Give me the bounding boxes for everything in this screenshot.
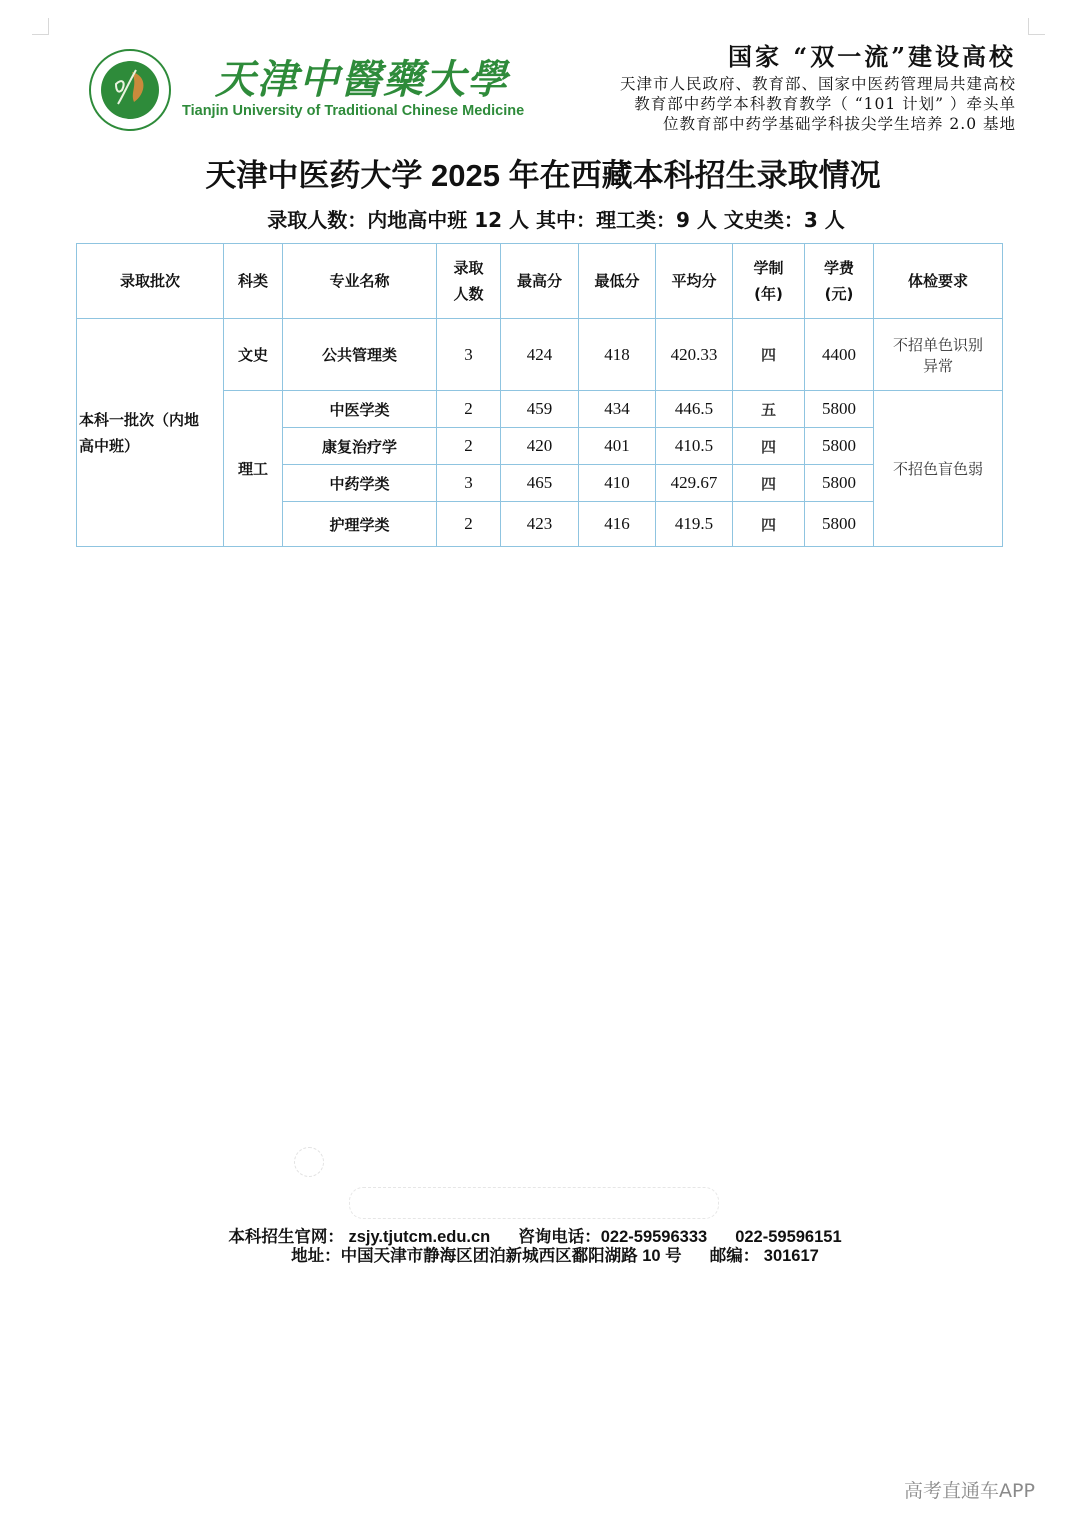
batch-cell: 本科一批次（内地 高中班） <box>77 319 224 547</box>
header-batch: 录取批次 <box>77 244 224 319</box>
redacted-area <box>349 1187 719 1219</box>
footer-website: 本科招生官网： zsjy.tjutcm.edu.cn <box>228 1228 491 1246</box>
fee-cell: 5800 <box>805 502 874 547</box>
fee-cell: 5800 <box>805 428 874 465</box>
footer-address: 地址：中国天津市静海区团泊新城西区鄱阳湖路 10 号 <box>291 1247 682 1265</box>
header-right <box>620 40 1016 134</box>
redacted-mark <box>294 1147 324 1177</box>
avg-cell: 446.5 <box>656 391 733 428</box>
max-cell: 420 <box>501 428 579 465</box>
avg-cell: 419.5 <box>656 502 733 547</box>
major-cell: 护理学类 <box>283 502 437 547</box>
university-name-cn: 天津中醫藥大學 <box>215 56 509 103</box>
major-cell: 中医学类 <box>283 391 437 428</box>
header-count: 录取 人数 <box>437 244 501 319</box>
university-name-en: Tianjin University of Traditional Chinese Medicine <box>182 103 525 119</box>
table-header-row <box>77 244 1003 319</box>
max-cell: 424 <box>501 319 579 391</box>
footer-phone-2: 022-59596151 <box>735 1228 842 1246</box>
header-line-1: 天津市人民政府、教育部、国家中医药管理局共建高校 <box>619 75 1016 93</box>
admission-table <box>76 243 1003 547</box>
count-cell: 3 <box>437 465 501 502</box>
avg-cell: 410.5 <box>656 428 733 465</box>
header-avg: 平均分 <box>656 244 733 319</box>
double-first-class-title: 国家 “双一流”建设高校 <box>728 42 1016 71</box>
fee-cell: 5800 <box>805 465 874 502</box>
major-cell: 康复治疗学 <box>283 428 437 465</box>
table-row <box>77 319 1003 391</box>
min-cell: 410 <box>579 465 656 502</box>
max-cell: 459 <box>501 391 579 428</box>
min-cell: 418 <box>579 319 656 391</box>
health-cell: 不招单色识别 异常 <box>874 319 1003 391</box>
header-fee: 学费 (元) <box>805 244 874 319</box>
count-cell: 2 <box>437 391 501 428</box>
category-cell: 理工 <box>224 391 283 547</box>
crop-mark-top-left <box>32 18 49 35</box>
years-cell: 四 <box>733 428 805 465</box>
footer-phone: 咨询电话：022-59596333 <box>518 1228 708 1246</box>
crop-mark-top-right <box>1028 18 1045 35</box>
footer-address-line <box>15 1242 1080 1266</box>
years-cell: 四 <box>733 319 805 391</box>
count-cell: 2 <box>437 502 501 547</box>
count-cell: 2 <box>437 428 501 465</box>
header-health: 体检要求 <box>874 244 1003 319</box>
document-subtitle: 录取人数：内地高中班 12 人 其中：理工类：9 人 文史类：3 人 <box>267 208 845 232</box>
avg-cell: 429.67 <box>656 465 733 502</box>
header-years: 学制 (年) <box>733 244 805 319</box>
years-cell: 四 <box>733 465 805 502</box>
header-category: 科类 <box>224 244 283 319</box>
avg-cell: 420.33 <box>656 319 733 391</box>
max-cell: 423 <box>501 502 579 547</box>
min-cell: 416 <box>579 502 656 547</box>
count-cell: 3 <box>437 319 501 391</box>
header-min: 最低分 <box>579 244 656 319</box>
min-cell: 401 <box>579 428 656 465</box>
footer-postcode: 邮编： 301617 <box>709 1247 819 1265</box>
min-cell: 434 <box>579 391 656 428</box>
header-line-3: 位教育部中药学基础学科拔尖学生培养 2.0 基地 <box>662 115 1016 133</box>
document-title: 天津中医药大学 2025 年在西藏本科招生录取情况 <box>205 158 881 193</box>
app-watermark: 高考直通车APP <box>904 1480 1035 1502</box>
major-cell: 中药学类 <box>283 465 437 502</box>
header-line-2: 教育部中药学本科教育教学（ “101 计划” ）牵头单 <box>634 95 1016 113</box>
fee-cell: 5800 <box>805 391 874 428</box>
max-cell: 465 <box>501 465 579 502</box>
years-cell: 五 <box>733 391 805 428</box>
header-major: 专业名称 <box>283 244 437 319</box>
university-seal-icon <box>88 48 172 132</box>
years-cell: 四 <box>733 502 805 547</box>
health-cell: 不招色盲色弱 <box>874 391 1003 547</box>
major-cell: 公共管理类 <box>283 319 437 391</box>
category-cell: 文史 <box>224 319 283 391</box>
fee-cell: 4400 <box>805 319 874 391</box>
header-max: 最高分 <box>501 244 579 319</box>
